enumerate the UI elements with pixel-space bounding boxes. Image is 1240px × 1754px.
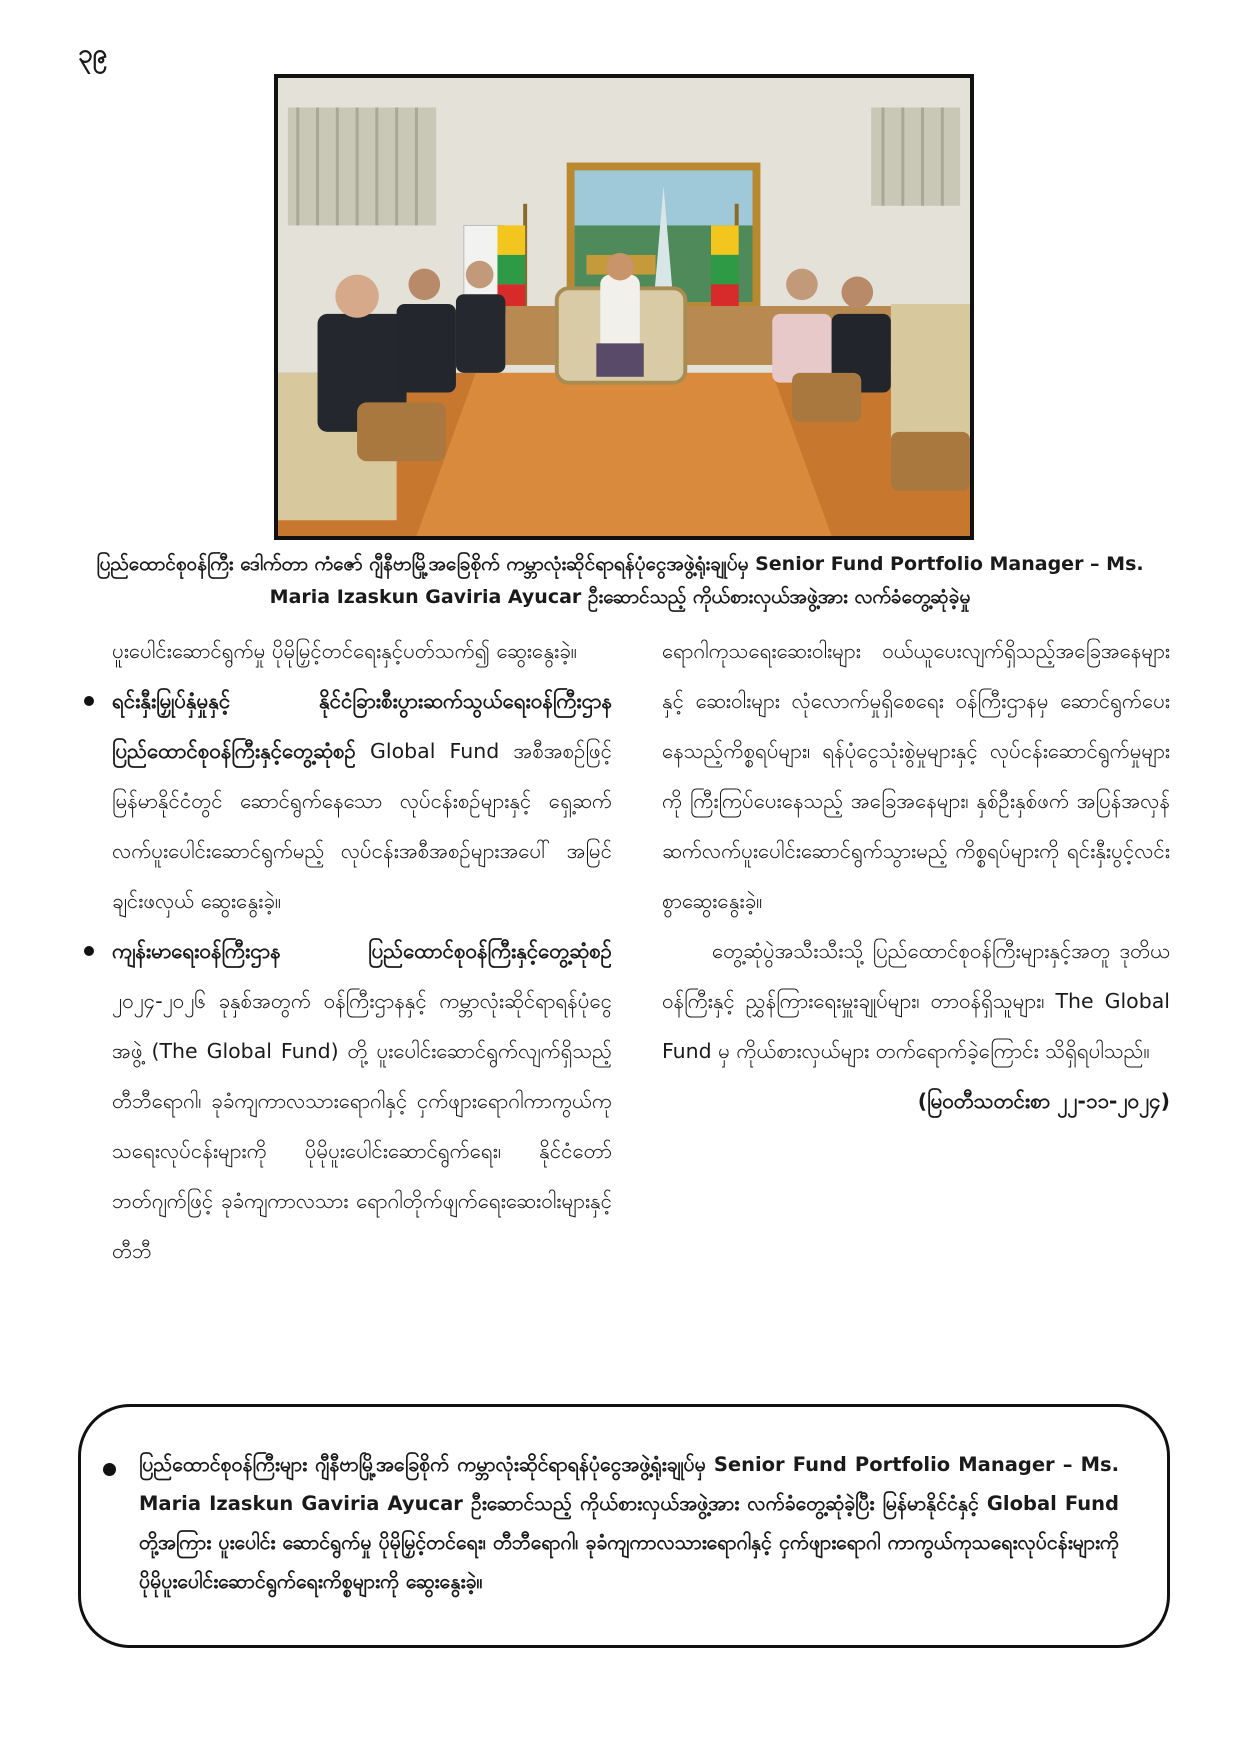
bullet-heading: ကျန်းမာရေးဝန်ကြီးဌာန ပြည်ထောင်စုဝန်ကြီးနှင့်တွေ့ဆုံစဉ်	[112, 939, 612, 963]
bullet-heading: ရင်းနှီးမြှုပ်နှံမှုနှင့် နိုင်ငံခြားစီးပွားဆက်သွယ်ရေးဝန်ကြီးဌာန ပြည်ထောင်စုဝန်ကြီးနှင့်တွေ့ဆုံစဉ်	[112, 689, 612, 763]
summary-text: ပြည်ထောင်စုဝန်ကြီးများ ဂျီနီဗာမြို့အခြေစိုက် ကမ္ဘာလုံးဆိုင်ရာရန်ပုံငွေအဖွဲ့ရုံးချုပ်မှ Senior Fund Portfolio Manager – Ms. Maria Izaskun Gaviria Ayucar ဦးဆောင်သည့် ကိုယ်စားလှယ်အဖွဲ့အား လက်ခံတွေ့ဆုံခဲ့ပြီး မြန်မာနိုင်ငံနှင့် Global Fund တို့အကြား ပူးပေါင်း ဆောင်ရွက်မှု ပိုမိုမြှင့်တင်ရေး၊ တီဘီရောဂါ၊ ခုခံကျကာလသားရောဂါနှင့် ငှက်ဖျားရောဂါ ကာကွယ်ကုသရေးလုပ်ငန်းများကို ပိုမိုပူးပေါင်းဆောင်ရွက်ရေးကိစ္စများကို ဆွေးနွေးခဲ့။	[139, 1453, 1119, 1593]
meeting-photo-illustration	[278, 78, 970, 536]
bullet-body: ၂၀၂၄-၂၀၂၆ ခုနှစ်အတွက် ဝန်ကြီးဌာနနှင့် ကမ္ဘာလုံးဆိုင်ရာရန်ပုံငွေအဖွဲ့ (The Global Fund) တို့ ပူးပေါင်းဆောင်ရွက်လျက်ရှိသည့် တီဘီရောဂါ၊ ခုခံကျကာလသားရောဂါနှင့် ငှက်ဖျားရောဂါကာကွယ်ကုသရေးလုပ်ငန်းများကို ပိုမိုပူးပေါင်းဆောင်ရွက်ရေး၊ နိုင်ငံတော်ဘတ်ဂျက်ဖြင့် ခုခံကျကာလသား ရောဂါတိုက်ဖျက်ရေးဆေးဝါးများနှင့် တီဘီ	[112, 989, 612, 1263]
bullet-item-investment-text	[112, 676, 612, 926]
page-number: ၃၉	[78, 39, 108, 69]
bullet-body: Global Fund အစီအစဉ်ဖြင့် မြန်မာနိုင်ငံတွင် ဆောင်ရွက်နေသော လုပ်ငန်းစဉ်များနှင့် ရှေ့ဆက်လက်ပူးပေါင်းဆောင်ရွက်မည့် လုပ်ငန်းအစီအစဉ်များအပေါ် အမြင်ချင်းဖလှယ် ဆွေးနွေးခဲ့။	[112, 739, 612, 913]
right-paragraph-attendees: တွေ့ဆုံပွဲအသီးသီးသို့ ပြည်ထောင်စုဝန်ကြီးများနှင့်အတူ ဒုတိယဝန်ကြီးနှင့် ညွှန်ကြားရေးမှူးချုပ်များ၊ တာဝန်ရှိသူများ၊ The Global Fund မှ ကိုယ်စားလှယ်များ တက်ရောက်ခဲ့ကြောင်း သိရှိရပါသည်။	[662, 939, 1170, 1063]
left-column	[112, 626, 612, 1276]
bullet-dot-icon	[84, 696, 94, 706]
right-column	[662, 626, 1170, 1126]
meeting-photo	[274, 74, 974, 540]
bullet-item-health-text	[112, 926, 612, 1276]
photo-caption: ပြည်ထောင်စုဝန်ကြီး ဒေါက်တာ ကံဇော် ဂျီနီဗာမြို့အခြေစိုက် ကမ္ဘာလုံးဆိုင်ရာရန်ပုံငွေအဖွဲ့ရုံးချုပ်မှ Senior Fund Portfolio Manager – Ms. Maria Izaskun Gaviria Ayucar ဦးဆောင်သည့် ကိုယ်စားလှယ်အဖွဲ့အား လက်ခံတွေ့ဆုံခဲ့မှု	[96, 553, 1144, 608]
left-paragraph: ပူးပေါင်းဆောင်ရွက်မှု ပိုမိုမြှင့်တင်ရေးနှင့်ပတ်သက်၍ ဆွေးနွေးခဲ့။	[112, 639, 577, 663]
bullet-dot-icon	[103, 1463, 116, 1476]
news-source: (မြဝတီသတင်းစာ ၂၂-၁၁-၂၀၂၄)	[917, 1089, 1170, 1113]
bullet-item-investment	[112, 676, 612, 926]
bullet-item-health	[112, 926, 612, 1276]
bullet-dot-icon	[84, 946, 94, 956]
right-paragraph-continued: ရောဂါကုသရေးဆေးဝါးများ ဝယ်ယူပေးလျက်ရှိသည့်အခြေအနေများနှင့် ဆေးဝါးများ လုံလောက်မှုရှိစေရေး ဝန်ကြီးဌာနမှ ဆောင်ရွက်ပေးနေသည့်ကိစ္စရပ်များ၊ ရန်ပုံငွေသုံးစွဲမှုများနှင့် လုပ်ငန်းဆောင်ရွက်မှုများကို ကြီးကြပ်ပေးနေသည့် အခြေအနေများ၊ နှစ်ဦးနှစ်ဖက် အပြန်အလှန်ဆက်လက်ပူးပေါင်းဆောင်ရွက်သွားမည့် ကိစ္စရပ်များကို ရင်းနှီးပွင့်လင်းစွာဆွေးနွေးခဲ့။	[662, 639, 1170, 913]
summary-box	[78, 1404, 1170, 1648]
